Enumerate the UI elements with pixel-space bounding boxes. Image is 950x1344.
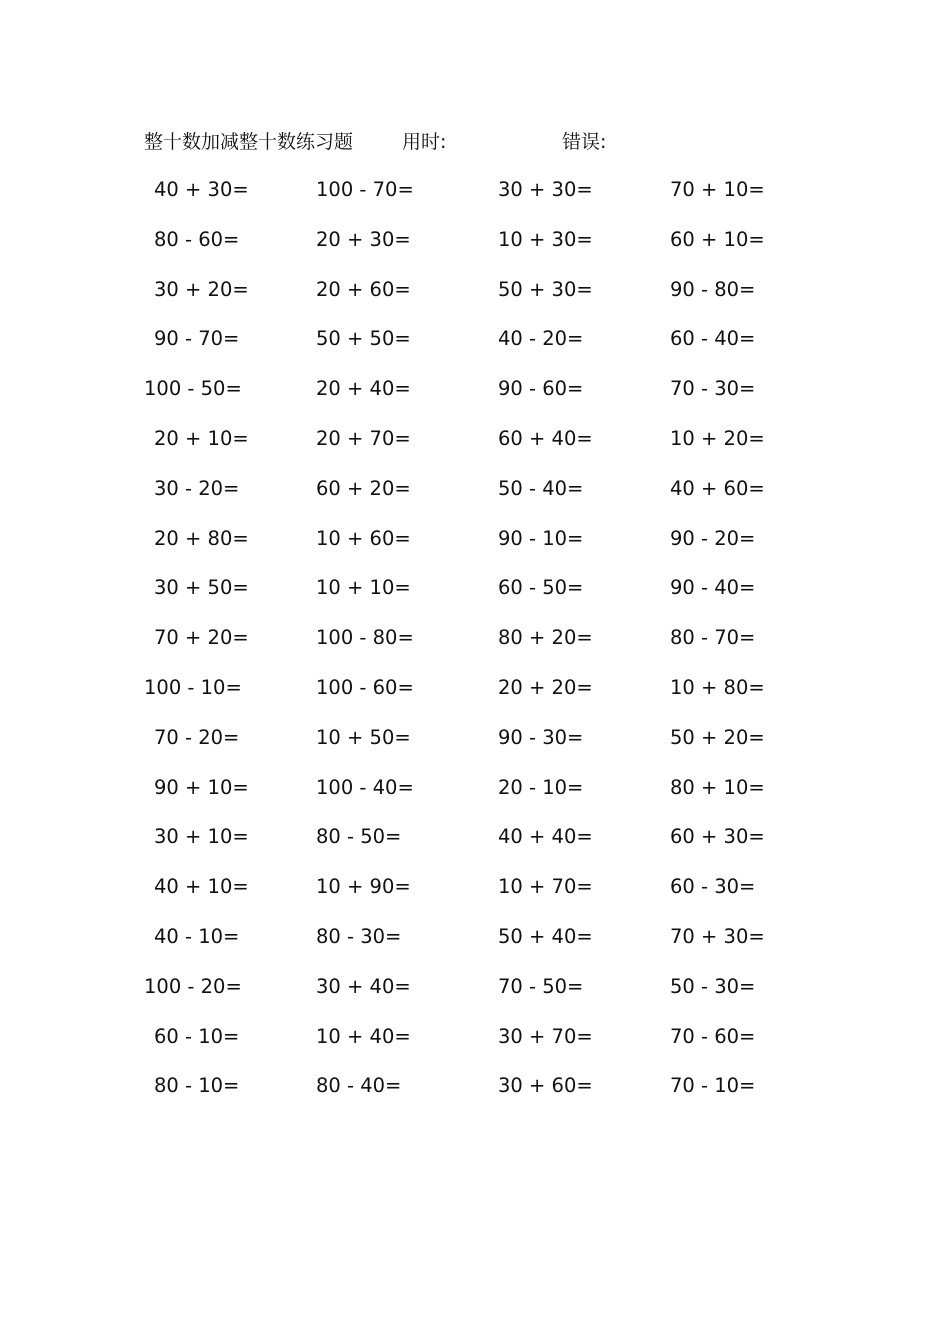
math-problem: 40 - 10= bbox=[154, 924, 240, 948]
math-problem: 80 - 40= bbox=[316, 1074, 402, 1098]
math-problem: 60 + 30= bbox=[670, 825, 765, 849]
math-problem: 50 + 20= bbox=[670, 725, 765, 749]
math-problem: 40 - 20= bbox=[498, 327, 584, 351]
math-problem: 10 + 80= bbox=[670, 675, 765, 699]
math-problem: 100 - 40= bbox=[316, 775, 414, 799]
math-problem: 10 + 10= bbox=[316, 576, 411, 600]
math-problem: 90 - 30= bbox=[498, 725, 584, 749]
math-problem: 70 + 20= bbox=[154, 626, 249, 650]
math-problem: 50 - 30= bbox=[670, 974, 756, 998]
math-problem: 20 + 30= bbox=[316, 227, 411, 251]
errors-label: 错误: bbox=[562, 131, 607, 153]
math-problem: 60 - 30= bbox=[670, 875, 756, 899]
math-problem: 30 + 10= bbox=[154, 825, 249, 849]
time-used-label: 用时: bbox=[402, 131, 447, 153]
math-problem: 80 - 60= bbox=[154, 227, 240, 251]
math-problem: 100 - 80= bbox=[316, 626, 414, 650]
math-problem: 80 - 70= bbox=[670, 626, 756, 650]
math-problem: 10 + 20= bbox=[670, 426, 765, 450]
math-problem: 20 + 40= bbox=[316, 377, 411, 401]
math-problem: 50 - 40= bbox=[498, 476, 584, 500]
math-problem: 100 - 10= bbox=[144, 675, 242, 699]
math-problem: 50 + 30= bbox=[498, 277, 593, 301]
math-problem: 90 - 70= bbox=[154, 327, 240, 351]
math-problem: 40 + 10= bbox=[154, 875, 249, 899]
math-problem: 60 + 40= bbox=[498, 426, 593, 450]
worksheet-title: 整十数加减整十数练习题 bbox=[144, 131, 354, 153]
problem-grid bbox=[144, 175, 950, 1121]
math-problem: 100 - 70= bbox=[316, 178, 414, 201]
math-problem: 20 + 10= bbox=[154, 426, 249, 450]
math-problem: 90 - 80= bbox=[670, 277, 756, 301]
math-problem: 30 - 20= bbox=[154, 476, 240, 500]
math-problem: 30 + 70= bbox=[498, 1024, 593, 1048]
math-problem: 10 + 40= bbox=[316, 1024, 411, 1048]
math-problem: 20 + 20= bbox=[498, 675, 593, 699]
math-problem: 80 - 30= bbox=[316, 924, 402, 948]
math-problem: 10 + 70= bbox=[498, 875, 593, 899]
math-problem: 20 - 10= bbox=[498, 775, 584, 799]
math-problem: 40 + 60= bbox=[670, 476, 765, 500]
math-problem: 30 + 50= bbox=[154, 576, 249, 600]
math-problem: 100 - 20= bbox=[144, 974, 242, 998]
math-problem: 30 + 40= bbox=[316, 974, 411, 998]
math-problem: 80 + 10= bbox=[670, 775, 765, 799]
math-problem: 30 + 20= bbox=[154, 277, 249, 301]
math-problem: 30 + 60= bbox=[498, 1074, 593, 1098]
math-problem: 70 - 50= bbox=[498, 974, 584, 998]
math-problem: 20 + 80= bbox=[154, 526, 249, 550]
math-problem: 90 - 40= bbox=[670, 576, 756, 600]
math-problem: 70 - 30= bbox=[670, 377, 756, 401]
math-problem: 80 - 50= bbox=[316, 825, 402, 849]
math-problem: 60 - 10= bbox=[154, 1024, 240, 1048]
math-problem: 30 + 30= bbox=[498, 178, 593, 201]
math-problem: 70 + 30= bbox=[670, 924, 765, 948]
math-problem: 50 + 50= bbox=[316, 327, 411, 351]
worksheet-header bbox=[144, 128, 844, 156]
math-problem: 60 - 50= bbox=[498, 576, 584, 600]
math-problem: 10 + 60= bbox=[316, 526, 411, 550]
math-problem: 90 - 20= bbox=[670, 526, 756, 550]
math-problem: 60 + 20= bbox=[316, 476, 411, 500]
math-problem: 10 + 30= bbox=[498, 227, 593, 251]
math-problem: 10 + 50= bbox=[316, 725, 411, 749]
math-problem: 60 + 10= bbox=[670, 227, 765, 251]
math-problem: 40 + 30= bbox=[154, 178, 249, 201]
math-problem: 20 + 60= bbox=[316, 277, 411, 301]
math-problem: 90 - 10= bbox=[498, 526, 584, 550]
math-problem: 10 + 90= bbox=[316, 875, 411, 899]
math-problem: 70 - 10= bbox=[670, 1074, 756, 1098]
math-problem: 40 + 40= bbox=[498, 825, 593, 849]
math-problem: 80 - 10= bbox=[154, 1074, 240, 1098]
math-problem: 100 - 50= bbox=[144, 377, 242, 401]
math-problem: 70 + 10= bbox=[670, 178, 765, 201]
math-problem: 70 - 20= bbox=[154, 725, 240, 749]
math-problem: 50 + 40= bbox=[498, 924, 593, 948]
math-problem: 20 + 70= bbox=[316, 426, 411, 450]
math-problem: 100 - 60= bbox=[316, 675, 414, 699]
math-problem: 80 + 20= bbox=[498, 626, 593, 650]
math-problem: 60 - 40= bbox=[670, 327, 756, 351]
math-problem: 70 - 60= bbox=[670, 1024, 756, 1048]
math-problem: 90 + 10= bbox=[154, 775, 249, 799]
math-problem: 90 - 60= bbox=[498, 377, 584, 401]
